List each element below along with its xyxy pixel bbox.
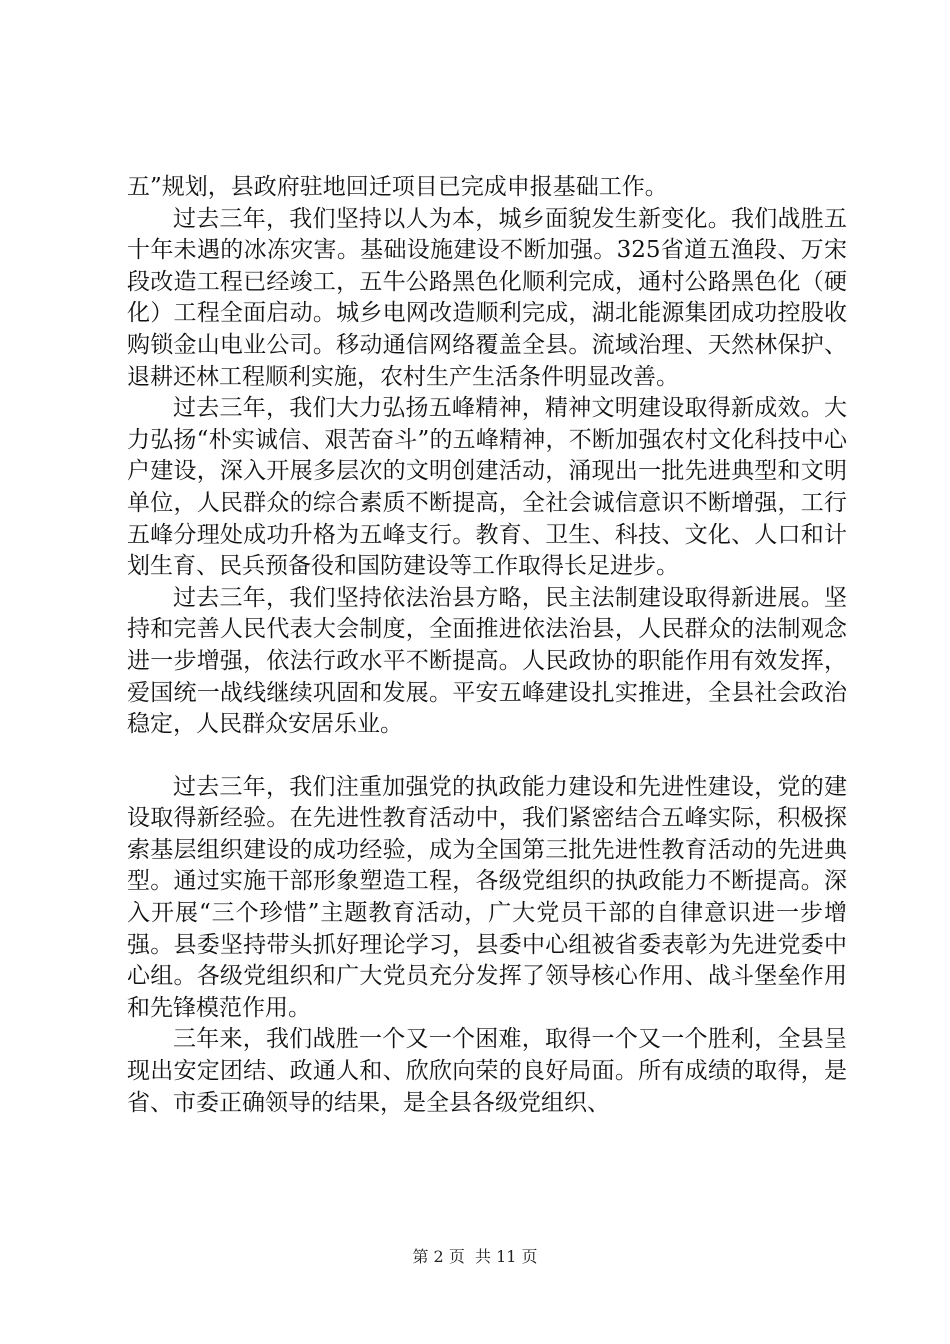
page-number-footer: 第 2 页 共 11 页 [412, 1247, 538, 1266]
paragraph-urban-rural: 过去三年，我们坚持以人为本，城乡面貌发生新变化。我们战胜五十年未遇的冰冻灾害。基础设施建设不断加强。325省道五渔段、万宋段改造工程已经竣工，五牛公路黑色化顺利完成，通村公路黑色化（硬化）工程全面启动。城乡电网改造顺利完成，湖北能源集团成功控股收购锁金山电业公司。移动通信网络覆盖全县。流域治理、天然林保护、退耕还林工程顺利实施，农村生产生活条件明显改善。 [127, 205, 847, 390]
paragraph-continuation: 五”规划，县政府驻地回迁项目已完成申报基础工作。 [127, 174, 668, 200]
paragraph-rule-of-law: 过去三年，我们坚持依法治县方略，民主法制建设取得新进展。坚持和完善人民代表大会制度，全面推进依法治县，人民群众的法制观念进一步增强，依法行政水平不断提高。人民政协的职能作用有效发挥，爱国统一战线继续巩固和发展。平安五峰建设扎实推进，全县社会政治稳定，人民群众安居乐业。 [127, 584, 847, 738]
paragraph-party-building: 过去三年，我们注重加强党的执政能力建设和先进性建设，党的建设取得新经验。在先进性教育活动中，我们紧密结合五峰实际，积极探索基层组织建设的成功经验，成为全国第三批先进性教育活动的先进典型。通过实施干部形象塑造工程，各级党组织的执政能力不断提高。深入开展“三个珍惜”主题教育活动，广大党员干部的自律意识进一步增强。县委坚持带头抓好理论学习，县委中心组被省委表彰为先进党委中心组。各级党组织和广大党员充分发挥了领导核心作用、战斗堡垒作用和先锋模范作用。 [127, 773, 847, 1021]
paragraph-civilization: 过去三年，我们大力弘扬五峰精神，精神文明建设取得新成效。大力弘扬“朴实诚信、艰苦奋斗”的五峰精神，不断加强农村文化科技中心户建设，深入开展多层次的文明创建活动，涌现出一批先进典型和文明单位，人民群众的综合素质不断提高，全社会诚信意识不断增强，工行五峰分理处成功升格为五峰支行。教育、卫生、科技、文化、人口和计划生育、民兵预备役和国防建设等工作取得长足进步。 [127, 395, 847, 580]
document-body [127, 172, 847, 1119]
paragraph-gap [127, 741, 847, 772]
paragraph-summary: 三年来，我们战胜一个又一个困难，取得一个又一个胜利，全县呈现出安定团结、政通人和、欣欣向荣的良好局面。所有成绩的取得，是省、市委正确领导的结果，是全县各级党组织、 [127, 1026, 847, 1116]
